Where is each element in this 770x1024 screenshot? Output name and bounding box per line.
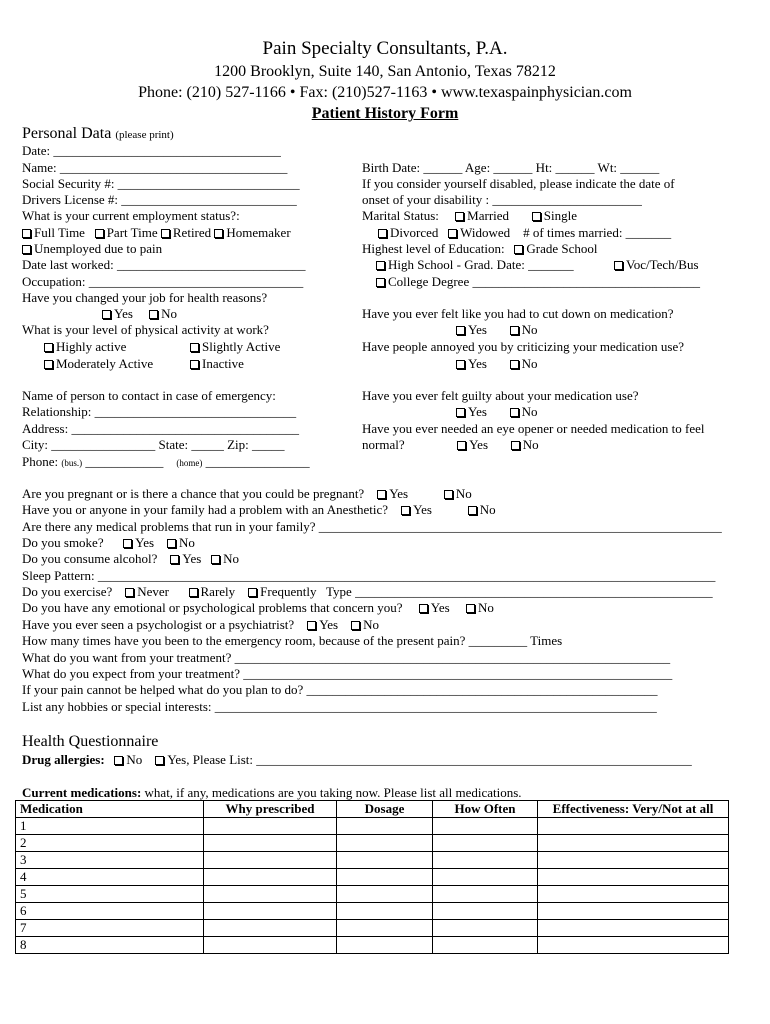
- col-how-often: How Often: [433, 801, 538, 818]
- checkbox-icon: [614, 261, 623, 270]
- name-field[interactable]: Name: ___________________________________: [22, 160, 288, 175]
- checkbox-icon: [248, 588, 257, 597]
- form-title: Patient History Form: [311, 105, 459, 122]
- family-problems-field[interactable]: Are there any medical problems that run in your family? ______________________________________________________________: [22, 519, 722, 534]
- checkbox-icon: [401, 506, 410, 515]
- disability-onset-field[interactable]: onset of your disability : _______________________: [362, 192, 642, 207]
- emp-full-time-checkbox[interactable]: Full Time: [22, 225, 85, 240]
- table-row: 1: [16, 818, 729, 835]
- checkbox-icon: [95, 229, 104, 238]
- smoke-no-checkbox[interactable]: No: [167, 535, 195, 550]
- checkbox-icon: [444, 490, 453, 499]
- cut-down-no-checkbox[interactable]: No: [510, 322, 538, 337]
- activity-inactive-checkbox[interactable]: Inactive: [190, 356, 244, 372]
- checkbox-icon: [511, 441, 520, 450]
- checkbox-icon: [170, 555, 179, 564]
- checkbox-icon: [189, 588, 198, 597]
- table-row: 2: [16, 835, 729, 852]
- exercise-frequently-checkbox[interactable]: Frequently: [248, 584, 316, 599]
- eye-opener-yes-checkbox[interactable]: Yes: [457, 437, 488, 452]
- emotional-yes-checkbox[interactable]: Yes: [419, 600, 450, 615]
- checkbox-icon: [510, 326, 519, 335]
- checkbox-icon: [149, 310, 158, 319]
- occupation-field[interactable]: Occupation: _________________________________: [22, 274, 304, 289]
- checkbox-icon: [167, 539, 176, 548]
- table-row: 8: [16, 937, 729, 954]
- anesthetic-no-checkbox[interactable]: No: [468, 502, 496, 517]
- checkbox-icon: [419, 604, 428, 613]
- activity-moderate-checkbox[interactable]: Moderately Active: [44, 356, 153, 372]
- checkbox-icon: [456, 408, 465, 417]
- guilty-no-checkbox[interactable]: No: [510, 404, 538, 419]
- checkbox-icon: [468, 506, 477, 515]
- cut-down-question: Have you ever felt like you had to cut down on medication?: [362, 306, 674, 321]
- checkbox-icon: [161, 229, 170, 238]
- psych-row: Have you ever seen a psychologist or a psychiatrist? Yes No: [22, 617, 380, 632]
- checkbox-icon: [190, 343, 199, 352]
- alcohol-yes-checkbox[interactable]: Yes: [170, 551, 201, 566]
- education-row: Highest level of Education: Grade School: [362, 241, 598, 256]
- checkbox-icon: [455, 212, 464, 221]
- checkbox-icon: [456, 360, 465, 369]
- checkbox-icon: [102, 310, 111, 319]
- changed-job-yes-checkbox[interactable]: Yes: [102, 306, 133, 321]
- checkbox-icon: [456, 326, 465, 335]
- times-married-field[interactable]: # of times married: _______: [523, 225, 672, 240]
- checkbox-icon: [190, 360, 199, 369]
- col-medication: Medication: [16, 801, 204, 818]
- allergies-yes-checkbox[interactable]: Yes, Please List: ___________________________________________________________________: [155, 752, 691, 767]
- eye-opener-no-checkbox[interactable]: No: [511, 437, 539, 452]
- emergency-contact-label: Name of person to contact in case of emergency:: [22, 388, 276, 403]
- marital-single-checkbox[interactable]: Single: [532, 208, 577, 223]
- checkbox-icon: [448, 229, 457, 238]
- checkbox-icon: [510, 360, 519, 369]
- alcohol-no-checkbox[interactable]: No: [211, 551, 239, 566]
- eye-opener-question: Have you ever needed an eye opener or needed medication to feel: [362, 421, 705, 436]
- table-row: 7: [16, 920, 729, 937]
- checkbox-icon: [510, 408, 519, 417]
- hobbies-field[interactable]: List any hobbies or special interests: ____________________________________________________________________: [22, 699, 657, 714]
- phone-field[interactable]: Phone: (bus.) ____________ (home) ________________: [22, 454, 310, 469]
- exercise-rarely-checkbox[interactable]: Rarely: [189, 584, 236, 599]
- company-contact: Phone: (210) 527-1166 • Fax: (210)527-1163 • www.texaspainphysician.com: [138, 84, 632, 101]
- checkbox-icon: [214, 229, 223, 238]
- city-state-zip-field[interactable]: City: ________________ State: _____ Zip: _____: [22, 437, 285, 452]
- marital-married-checkbox[interactable]: Married: [455, 208, 509, 223]
- pregnant-row: Are you pregnant or is there a chance that you could be pregnant? Yes No: [22, 486, 472, 501]
- changed-job-options: [102, 306, 177, 322]
- edu-college-checkbox[interactable]: College Degree ___________________________________: [376, 274, 700, 290]
- emotional-no-checkbox[interactable]: No: [466, 600, 494, 615]
- treatment-want-field[interactable]: What do you want from your treatment? ___________________________________________________________________: [22, 650, 671, 665]
- checkbox-icon: [44, 343, 53, 352]
- annoyed-question: Have people annoyed you by criticizing your medication use?: [362, 339, 685, 354]
- eye-opener-row: normal? Yes No: [362, 437, 539, 452]
- checkbox-icon: [22, 229, 31, 238]
- relationship-field[interactable]: Relationship: _______________________________: [22, 404, 297, 419]
- emp-unemployed-checkbox[interactable]: Unemployed due to pain: [22, 241, 162, 257]
- cut-down-options: [456, 322, 538, 338]
- checkbox-icon: [378, 229, 387, 238]
- personal-data-heading: Personal Data (please print): [22, 125, 174, 142]
- exercise-row: Do you exercise? Never Rarely Frequently Type _______________________________________________________: [22, 584, 713, 599]
- activity-slight-checkbox[interactable]: Slightly Active: [190, 339, 280, 355]
- drug-allergies-row: Drug allergies: No Yes, Please List: ___________________________________________________________________: [22, 752, 692, 767]
- col-dosage: Dosage: [337, 801, 433, 818]
- exercise-type-field[interactable]: Type _______________________________________________________: [326, 584, 713, 599]
- edu-grade-school-checkbox[interactable]: Grade School: [514, 241, 597, 256]
- marital-widowed-checkbox[interactable]: Widowed: [448, 225, 510, 240]
- date-last-worked-field[interactable]: Date last worked: _____________________________: [22, 257, 306, 272]
- guilty-options: [456, 404, 538, 420]
- cut-down-yes-checkbox[interactable]: Yes: [456, 322, 487, 337]
- exercise-never-checkbox[interactable]: Never: [125, 584, 169, 599]
- pregnant-no-checkbox[interactable]: No: [444, 486, 472, 501]
- treatment-expect-field[interactable]: What do you expect from your treatment? __________________________________________________________________: [22, 666, 673, 681]
- allergies-no-checkbox[interactable]: No: [114, 752, 142, 767]
- checkbox-icon: [376, 278, 385, 287]
- sleep-pattern-field[interactable]: Sleep Pattern: _______________________________________________________________________________________________: [22, 568, 716, 583]
- checkbox-icon: [377, 490, 386, 499]
- table-row: 3: [16, 852, 729, 869]
- edu-high-school-checkbox[interactable]: High School - Grad. Date: _______: [376, 257, 574, 273]
- health-questionnaire-heading: Health Questionnaire: [22, 733, 159, 750]
- drivers-license-field[interactable]: Drivers License #: ___________________________: [22, 192, 297, 207]
- employment-options: [22, 225, 291, 241]
- anesthetic-row: Have you or anyone in your family had a problem with an Anesthetic? Yes No: [22, 502, 496, 517]
- table-row: 6: [16, 903, 729, 920]
- marital-row-2: [378, 225, 671, 241]
- psych-yes-checkbox[interactable]: Yes: [307, 617, 338, 632]
- checkbox-icon: [351, 621, 360, 630]
- table-row: 5: [16, 886, 729, 903]
- checkbox-icon: [307, 621, 316, 630]
- address-field[interactable]: Address: ___________________________________: [22, 421, 299, 436]
- annoyed-yes-checkbox[interactable]: Yes: [456, 356, 487, 371]
- company-name: Pain Specialty Consultants, P.A.: [262, 38, 508, 59]
- disabled-question: If you consider yourself disabled, please indicate the date of: [362, 176, 675, 191]
- company-address: 1200 Brooklyn, Suite 140, San Antonio, Texas 78212: [214, 63, 556, 80]
- emp-part-time-checkbox[interactable]: Part Time: [95, 225, 158, 240]
- smoke-yes-checkbox[interactable]: Yes: [123, 535, 154, 550]
- checkbox-icon: [125, 588, 134, 597]
- emp-homemaker-checkbox[interactable]: Homemaker: [214, 225, 290, 240]
- checkbox-icon: [114, 756, 123, 765]
- pain-plan-field[interactable]: If your pain cannot be helped what do you plan to do? ______________________________________________________: [22, 682, 658, 697]
- checkbox-icon: [211, 555, 220, 564]
- activity-high-checkbox[interactable]: Highly active: [44, 339, 126, 355]
- annoyed-no-checkbox[interactable]: No: [510, 356, 538, 371]
- checkbox-icon: [44, 360, 53, 369]
- psych-no-checkbox[interactable]: No: [351, 617, 379, 632]
- alcohol-row: Do you consume alcohol? Yes No: [22, 551, 239, 566]
- changed-job-no-checkbox[interactable]: No: [149, 306, 177, 321]
- checkbox-icon: [457, 441, 466, 450]
- checkbox-icon: [532, 212, 541, 221]
- annoyed-options: [456, 356, 538, 372]
- employment-question: What is your current employment status?:: [22, 208, 240, 223]
- pregnant-yes-checkbox[interactable]: Yes: [377, 486, 408, 501]
- date-field[interactable]: Date: ___________________________________: [22, 143, 281, 158]
- marital-divorced-checkbox[interactable]: Divorced: [378, 225, 438, 240]
- checkbox-icon: [155, 756, 164, 765]
- col-effectiveness: Effectiveness: Very/Not at all: [538, 801, 729, 818]
- emotional-row: Do you have any emotional or psychological problems that concern you? Yes No: [22, 600, 494, 615]
- ssn-field[interactable]: Social Security #: ____________________________: [22, 176, 300, 191]
- guilty-question: Have you ever felt guilty about your medication use?: [362, 388, 639, 403]
- emp-retired-checkbox[interactable]: Retired: [161, 225, 211, 240]
- activity-question: What is your level of physical activity at work?: [22, 322, 269, 337]
- marital-status-row: Marital Status: Married Single: [362, 208, 578, 223]
- checkbox-icon: [22, 245, 31, 254]
- table-row: 4: [16, 869, 729, 886]
- current-medications-label: Current medications: what, if any, medications are you taking now. Please list all medications.: [22, 785, 522, 800]
- medications-table: [15, 800, 729, 954]
- guilty-yes-checkbox[interactable]: Yes: [456, 404, 487, 419]
- checkbox-icon: [514, 245, 523, 254]
- birth-age-ht-wt-field[interactable]: Birth Date: ______ Age: ______ Ht: ______ Wt: ______: [362, 160, 660, 175]
- col-why-prescribed: Why prescribed: [204, 801, 337, 818]
- edu-voc-checkbox[interactable]: Voc/Tech/Bus: [614, 257, 699, 273]
- anesthetic-yes-checkbox[interactable]: Yes: [401, 502, 432, 517]
- changed-job-question: Have you changed your job for health reasons?: [22, 290, 268, 305]
- checkbox-icon: [376, 261, 385, 270]
- er-visits-field[interactable]: How many times have you been to the emergency room, because of the present pain? _________ Times: [22, 633, 563, 648]
- checkbox-icon: [123, 539, 132, 548]
- checkbox-icon: [466, 604, 475, 613]
- smoke-row: Do you smoke? Yes No: [22, 535, 195, 550]
